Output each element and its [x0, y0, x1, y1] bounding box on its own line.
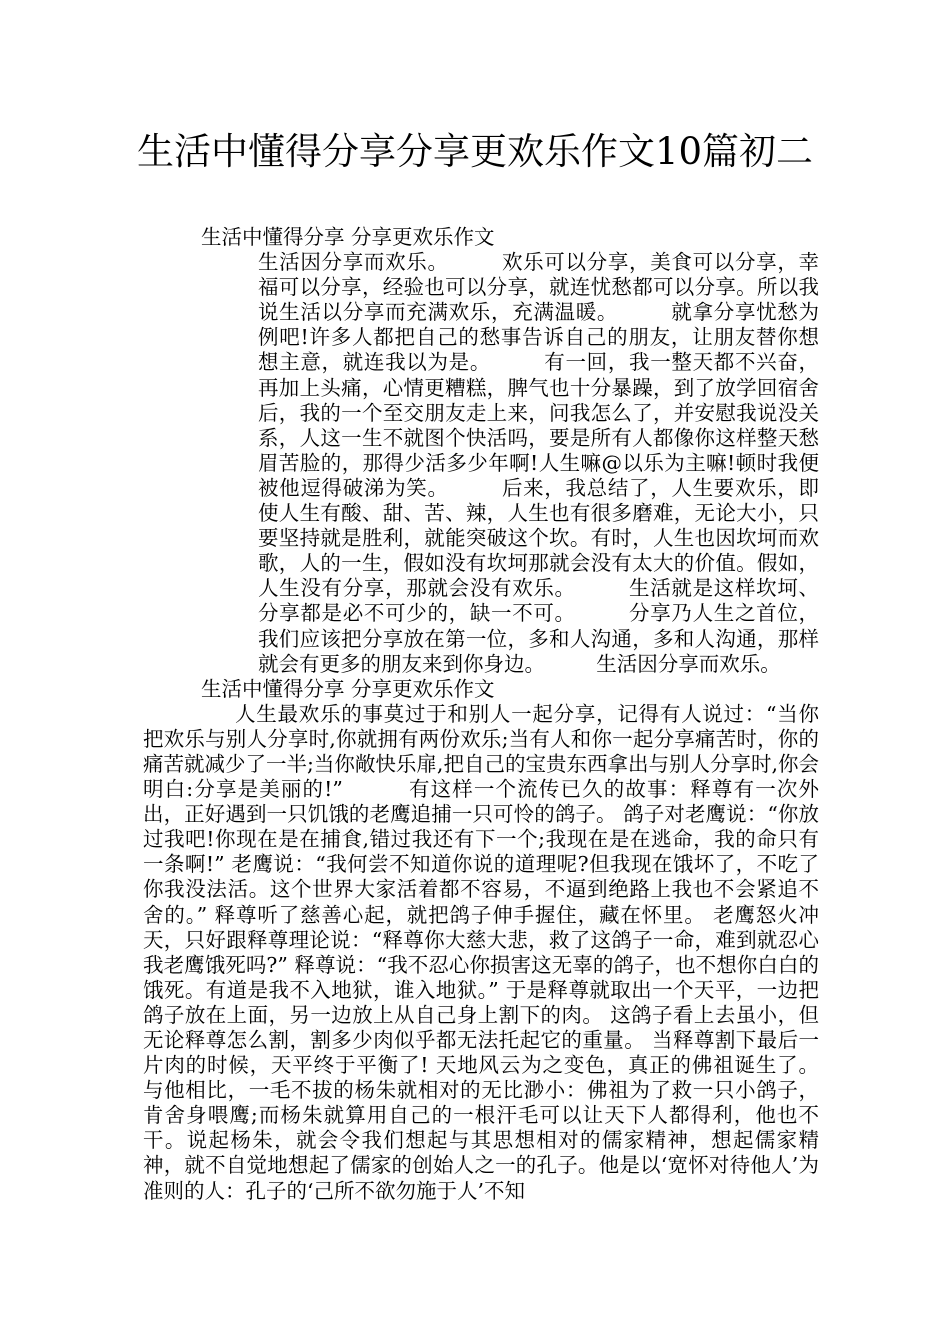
section-paragraph: 人生最欢乐的事莫过于和别人一起分享，记得有人说过：“当你把欢乐与别人分享时,你就拥有两份欢乐;当有人和你一起分享痛苦时，你的痛苦就减少了一半;当你敞快乐扉,把自己的宝贵东西拿出与别人分享时,你会明白:分享是美丽的!” 有这样一个流传已久的故事：释尊有一次外出，正好遇到一只饥饿的老鹰追捕一只可怜的鸽子。 鸽子对老鹰说：“你放过我吧!你现在是在捕食,错过我还有下一个;我现在是在逃命，我的命只有一条啊!” 老鹰说：“我何尝不知道你说的道理呢?但我现在饿坏了，不吃了你我没法活。这个世界大家活着都不容易，不逼到绝路上我也不会紧追不舍的。” 释尊听了慈善心起，就把鸽子伸手握住，藏在怀里。 老鹰怒火冲天，只好跟释尊理论说：“释尊你大慈大悲，救了这鸽子一命，难到就忍心我老鹰饿死吗?” 释尊说：“我不忍心你损害这无辜的鸽子，也不想你白白的饿死。有道是我不入地狱，谁入地狱。” 于是释尊就取出一个天平，一边把鸽子放在上面，另一边放上从自己身上割下的肉。 这鸽子看上去虽小，但无论释尊怎么割，割多少肉似乎都无法托起它的重量。 当释尊割下最后一片肉的时候，天平终于平衡了! 天地风云为之变色，真正的佛祖诞生了。 与他相比，一毛不拔的杨朱就相对的无比渺小：佛祖为了救一只小鸽子，肯舍身喂鹰;而杨朱就算用自己的一根汗毛可以让天下人都得利，他也不干。说起杨朱，就会令我们想起与其思想相对的儒家精神，想起儒家精神，就不自觉地想起了儒家的创始人之一的孔子。他是以‘宽怀对待他人’为准则的人：孔子的‘己所不欲勿施于人’不知: [143, 701, 819, 1203]
section-paragraph: 生活因分享而欢乐。 欢乐可以分享，美食可以分享，幸福可以分享，经验也可以分享，就连忧愁都可以分享。所以我说生活以分享而充满欢乐，充满温暖。 就拿分享忧愁为例吧!许多人都把自己的愁事告诉自己的朋友，让朋友替你想想主意，就连我以为是。 有一回，我一整天都不兴奋，再加上头痛，心情更糟糕，脾气也十分暴躁，到了放学回宿舍后，我的一个至交朋友走上来，问我怎么了，并安慰我说没关系，人这一生不就图个快活吗，要是所有人都像你这样整天愁眉苦脸的，那得少活多少年啊!人生嘛@以乐为主嘛!顿时我便被他逗得破涕为笑。 后来，我总结了，人生要欢乐，即使人生有酸、甜、苦、辣，人生也有很多磨难，无论大小，只要坚持就是胜利，就能突破这个坎。有时，人生也因坎坷而欢歌，人的一生，假如没有坎坷那就会没有太大的价值。假如，人生没有分享，那就会没有欢乐。 生活就是这样坎坷、分享都是必不可少的，缺一不可。 分享乃人生之首位，我们应该把分享放在第一位，多和人沟通，多和人沟通，那样就会有更多的朋友来到你身边。 生活因分享而欢乐。: [258, 250, 819, 676]
document-body: [143, 225, 819, 1204]
section-heading: 生活中懂得分享 分享更欢乐作文: [201, 676, 495, 701]
document-title: 生活中懂得分享分享更欢乐作文10篇初二: [136, 130, 814, 173]
section-heading: 生活中懂得分享 分享更欢乐作文: [201, 225, 495, 249]
